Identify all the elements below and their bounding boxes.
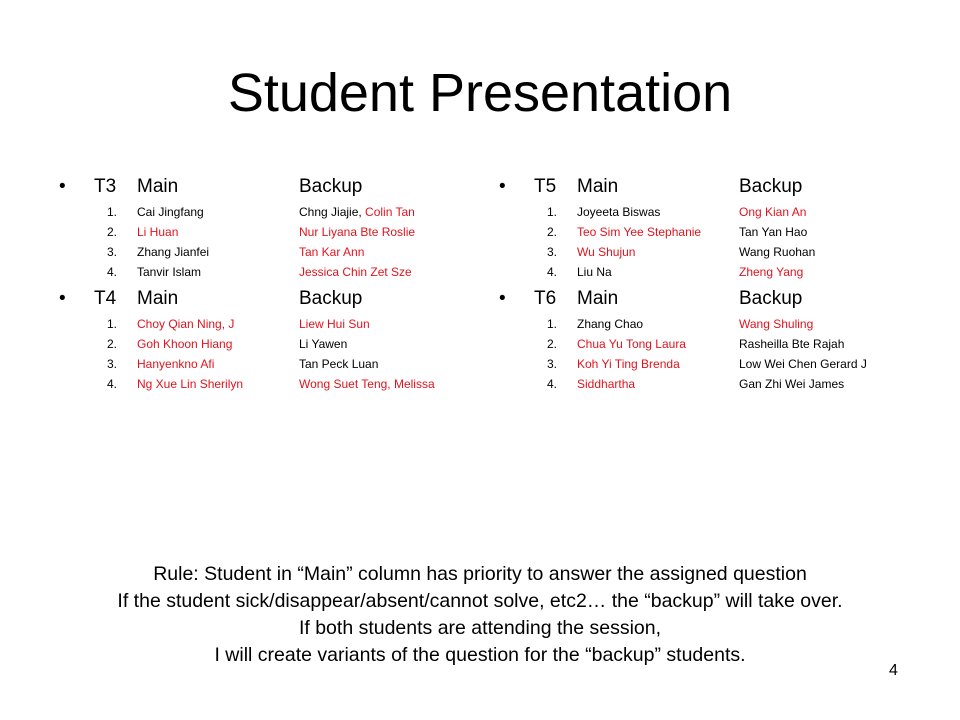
backup-student-name [739, 242, 815, 262]
main-student-name: Zhang Chao [577, 317, 644, 331]
row-number: 4. [547, 265, 558, 279]
backup-name-part: Tan Yan Hao [739, 225, 808, 239]
backup-name-part: Wong Suet Teng, Melissa [299, 377, 435, 391]
student-row [499, 222, 919, 242]
main-student-name: Hanyenkno Afi [137, 357, 215, 371]
backup-name-part: Rasheilla Bte Rajah [739, 337, 845, 351]
student-row [59, 314, 479, 334]
group-t3 [59, 172, 479, 282]
group-header [499, 284, 919, 314]
backup-name-part: Liew Hui Sun [299, 317, 370, 331]
backup-student-name [739, 262, 803, 282]
row-number: 2. [107, 225, 118, 239]
backup-student-name [299, 334, 347, 354]
rule-line: Rule: Student in “Main” column has priority to answer the assigned question [153, 563, 807, 585]
backup-column-header: Backup [299, 288, 363, 309]
backup-name-part: Colin Tan [365, 205, 415, 219]
rule-line: If both students are attending the session, [298, 617, 662, 639]
group-header [499, 172, 919, 202]
backup-student-name [739, 314, 813, 334]
student-row [499, 374, 919, 394]
student-row [499, 334, 919, 354]
row-number: 1. [107, 317, 118, 331]
group-code: T4 [94, 288, 117, 309]
bullet-icon: • [59, 288, 66, 309]
backup-student-name [739, 202, 806, 222]
row-number: 4. [547, 377, 558, 391]
row-number: 2. [107, 337, 118, 351]
main-student-name: Siddhartha [577, 377, 636, 391]
backup-column-header: Backup [739, 176, 803, 197]
page-number: 4 [889, 662, 898, 679]
backup-name-part: Nur Liyana Bte Roslie [299, 225, 416, 239]
student-row [59, 242, 479, 262]
main-student-name: Teo Sim Yee Stephanie [577, 225, 702, 239]
main-student-name: Goh Khoon Hiang [137, 337, 233, 351]
bullet-icon: • [499, 176, 506, 197]
backup-name-part: Ong Kian An [739, 205, 807, 219]
group-t5 [499, 172, 919, 282]
main-student-name: Ng Xue Lin Sherilyn [137, 377, 244, 391]
main-student-name: Joyeeta Biswas [577, 205, 661, 219]
backup-student-name [299, 354, 378, 374]
main-student-name: Chua Yu Tong Laura [577, 337, 686, 351]
main-column-header: Main [137, 288, 179, 309]
backup-column-header: Backup [739, 288, 803, 309]
backup-student-name [299, 262, 412, 282]
bullet-icon: • [499, 288, 506, 309]
main-student-name: Tanvir Islam [137, 265, 202, 279]
backup-name-part: Jessica Chin Zet Sze [299, 265, 412, 279]
row-number: 4. [107, 377, 118, 391]
main-column-header: Main [577, 176, 619, 197]
row-number: 2. [547, 225, 558, 239]
rule-line: I will create variants of the question for the “backup” students. [214, 644, 746, 666]
backup-name-part: Zheng Yang [739, 265, 804, 279]
main-student-name: Li Huan [137, 225, 179, 239]
backup-name-part: Low Wei Chen Gerard J [739, 357, 867, 371]
main-student-name: Liu Na [577, 265, 612, 279]
group-t6 [499, 284, 919, 394]
row-number: 3. [547, 245, 558, 259]
student-list [499, 202, 919, 282]
row-number: 3. [107, 245, 118, 259]
main-student-name: Choy Qian Ning, J [137, 317, 235, 331]
student-row [499, 314, 919, 334]
row-number: 2. [547, 337, 558, 351]
row-number: 1. [547, 205, 558, 219]
group-header [59, 172, 479, 202]
group-header [59, 284, 479, 314]
main-student-name: Zhang Jianfei [137, 245, 210, 259]
student-list [59, 202, 479, 282]
student-row [499, 242, 919, 262]
main-column-header: Main [577, 288, 619, 309]
main-student-name: Cai Jingfang [137, 205, 204, 219]
main-student-name: Wu Shujun [577, 245, 636, 259]
row-number: 3. [107, 357, 118, 371]
row-number: 4. [107, 265, 118, 279]
backup-column-header: Backup [299, 176, 363, 197]
backup-student-name [299, 222, 415, 242]
student-row [499, 202, 919, 222]
student-row [59, 262, 479, 282]
student-row [59, 334, 479, 354]
slide-title: Student Presentation [227, 63, 733, 123]
backup-student-name [739, 334, 844, 354]
main-column-header: Main [137, 176, 179, 197]
student-row [59, 222, 479, 242]
bullet-icon: • [59, 176, 66, 197]
group-t4 [59, 284, 479, 394]
main-student-name: Koh Yi Ting Brenda [577, 357, 680, 371]
group-code: T5 [534, 176, 557, 197]
row-number: 1. [107, 205, 118, 219]
student-row [59, 374, 479, 394]
student-list [59, 314, 479, 394]
backup-name-part: Tan Peck Luan [299, 357, 379, 371]
backup-name-part: Wang Shuling [739, 317, 814, 331]
backup-name-part: Li Yawen [299, 337, 348, 351]
backup-student-name [299, 242, 364, 262]
group-code: T3 [94, 176, 117, 197]
backup-student-name [299, 202, 415, 222]
backup-name-part: Gan Zhi Wei James [739, 377, 845, 391]
student-row [499, 354, 919, 374]
backup-student-name [739, 374, 844, 394]
student-row [59, 354, 479, 374]
backup-student-name [739, 354, 867, 374]
row-number: 1. [547, 317, 558, 331]
student-row [59, 202, 479, 222]
backup-name-part: Wang Ruohan [739, 245, 816, 259]
rules-text [0, 561, 960, 669]
backup-student-name [299, 314, 370, 334]
group-code: T6 [534, 288, 557, 309]
backup-student-name [299, 374, 435, 394]
backup-name-part: Chng Jiajie, [299, 205, 366, 219]
backup-student-name [739, 222, 807, 242]
backup-name-part: Tan Kar Ann [299, 245, 365, 259]
student-row [499, 262, 919, 282]
rule-line: If the student sick/disappear/absent/cannot solve, etc2… the “backup” will take over. [117, 590, 843, 612]
student-list [499, 314, 919, 394]
row-number: 3. [547, 357, 558, 371]
